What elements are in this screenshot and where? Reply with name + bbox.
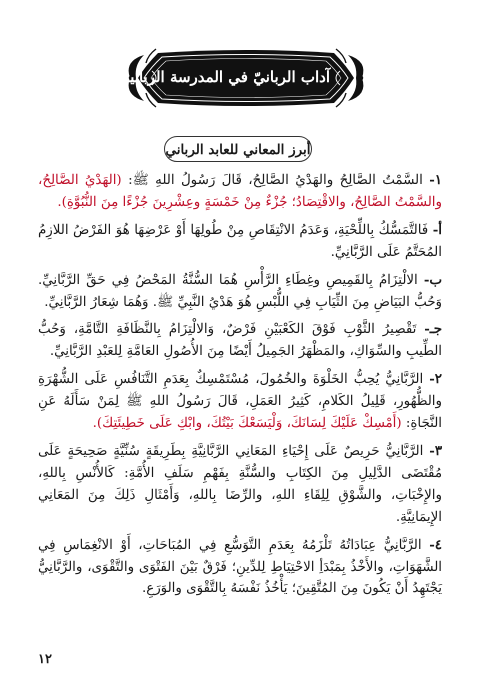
- paragraph-1: [38, 170, 442, 214]
- paragraph-number: ١-: [429, 172, 442, 188]
- paragraph-text: الالْتِزَامُ بِالقَمِيصِ وغِطَاءِ الرَّأْسِ هُمَا السُّنَّةُ المَحْضُ فِي حَقِّ الرَّبَّانِيِّ. وَحُبُّ البَيَاضِ مِنَ الثِّيَابِ فِي اللُّبْسِ هُوَ هَدْيُ النَّبِيِّ ﷺ. وَهُمَا شِعَارُ الرَّبَّانِيِّ.: [38, 272, 442, 310]
- paragraph-number: ب-: [423, 271, 442, 288]
- paragraph-4: [38, 535, 442, 601]
- hadith-quote: (الهَدْيُ الصَّالِحُ، والسَّمْتُ الصَّالِحُ، والاقْتِصَادُ؛ جُزْءٌ مِنْ خَمْسَةٍ وعِشْرِينَ جُزْءًا مِنَ النُّبُوَّةِ).: [38, 173, 442, 210]
- hadith-quote: (أَمْسِكْ عَلَيْكَ لِسَانَكَ، وَلْيَسَعْكَ بَيْتُكَ، وابْكِ عَلَى خَطِيئَتِكَ).: [92, 416, 402, 432]
- banner-title: آداب الربانيّ في المدرسة الربانية: [122, 68, 330, 86]
- paragraph-text: الرَّبَّانِيُّ حَرِيصٌ عَلَى إِحْيَاءِ المَعَانِي الرَّبَّانِيَّةِ بِطَرِيقَةٍ سُنِّيَّةٍ صَحِيحَةٍ عَلَى مُقْتَضَى الدَّلِيلِ مِنَ الكِتَابِ والسُّنَّةِ بِفَهْمِ سَلَفِ الأُمَّةِ: كَالأُنْسِ بِاللهِ، والإِخْبَاتِ، والشَّوْقِ لِلِقَاءِ اللهِ، والرِّضَا بِاللهِ، وَأَمْثَالِ ذَلِكَ مِنَ المَعَانِي الإِيمَانِيَّةِ.: [38, 443, 442, 525]
- paragraph-number: ٤-: [429, 536, 442, 553]
- paragraph-text: فَالتَّمَسُّكُ بِاللِّحْيَةِ، وَعَدَمُ الانْتِقَاصِ مِنْ طُولِهَا أَوْ عَرْضِهَا هُوَ الفَرْضُ اللازِمُ المُحَتَّمُ عَلَى الرَّبَّانِيِّ.: [38, 222, 442, 260]
- paragraph-text: تَقْصِيرُ الثَّوْبِ فَوْقَ الكَعْبَيْنِ فَرْضٌ، وَالالْتِزَامُ بِالنَّظَافَةِ التَّامَّةِ، وَحُبُّ الطِّيبِ والسِّوَاكِ، والمَظْهَرُ الجَمِيلُ أَيْضًا مِنَ الأُصُولِ العَامَّةِ لِلعَبْدِ الرَّبَّانِيِّ.: [38, 322, 442, 360]
- section-heading: أبرز المعاني للعابد الرباني: [164, 136, 312, 162]
- paragraph-text: الرَّبَّانِيُّ يُحِبُّ الخَلْوَةَ والخُمُولَ، مُسْتَمْسِكٌ بِعَدَمِ التَّنَافُسِ عَلَى الشُّهْرَةِ والظُّهُورِ، قَلِيلُ الكَلامِ، كَثِيرُ العَمَلِ، قَالَ رَسُولُ اللهِ ﷺ لِمَنْ سَأَلَهُ عَنِ النَّجَاةِ:: [38, 372, 442, 432]
- page-number: ١٢: [38, 652, 52, 667]
- paragraph-1a: [38, 220, 442, 264]
- paragraph-3: [38, 441, 442, 529]
- paragraph-number: أ-: [432, 221, 442, 238]
- paragraph-text: الرَّبَّانِيُّ عِبَادَاتُهُ تَلْزَمُهُ بِعَدَمِ التَّوَسُّعِ فِي المُبَاحَاتِ، أَوْ الانْغِمَاسِ فِي الشَّهَوَاتِ، والأَخْذُ بِمَبْدَأِ الاحْتِيَاطِ لِلدِّينِ؛ فَرْقٌ بَيْنَ الفَتْوَى والتَّقْوَى، والرَّبَّانِيُّ يَجْتَهِدُ أَنْ يَكُونَ مِنَ المُتَّقِينَ؛ يَأْخُذُ نَفْسَهُ بِالتَّقْوَى والوَرَعِ.: [38, 537, 442, 597]
- paragraph-1b: [38, 270, 442, 314]
- paragraph-text: السَّمْتُ الصَّالِحُ والهَدْيُ الصَّالِحُ، قَالَ رَسُولُ اللهِ ﷺ:: [128, 173, 423, 188]
- paragraph-number: ٣-: [429, 442, 443, 459]
- paragraph-number: ٢-: [429, 371, 442, 388]
- body-text: [38, 170, 442, 606]
- paragraph-2: [38, 369, 442, 435]
- paragraph-1c: [38, 319, 442, 363]
- header-banner: [122, 47, 370, 109]
- paragraph-number: جـ-: [424, 321, 442, 338]
